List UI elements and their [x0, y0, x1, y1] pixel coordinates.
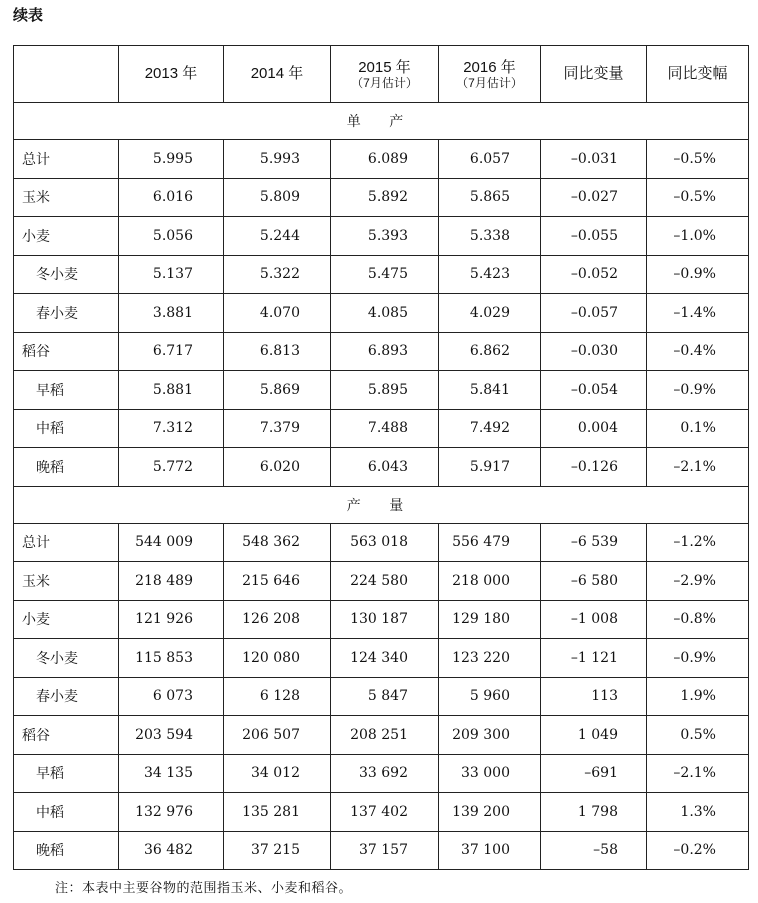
table-cell: 5.995 [119, 140, 224, 179]
table-cell: 548 362 [224, 523, 331, 562]
table-cell: 3.881 [119, 294, 224, 333]
table-row [14, 523, 749, 562]
table-cell: 5.892 [331, 178, 439, 217]
table-cell: 5.809 [224, 178, 331, 217]
table-cell: 4.085 [331, 294, 439, 333]
table-cell: 224 580 [331, 562, 439, 601]
table-cell: 544 009 [119, 523, 224, 562]
table-row [14, 639, 749, 678]
table-cell: 563 018 [331, 523, 439, 562]
header-cell-yoy-percent: 同比变幅 [647, 46, 749, 103]
row-label: 中稻 [14, 409, 119, 448]
table-cell: 6.862 [439, 332, 541, 371]
row-label: 总计 [14, 140, 119, 179]
table-cell: 5.423 [439, 255, 541, 294]
table-cell: –0.031 [541, 140, 647, 179]
row-label: 玉米 [14, 178, 119, 217]
row-label: 冬小麦 [14, 639, 119, 678]
table-cell: 37 157 [331, 831, 439, 870]
table-cell: 5 847 [331, 677, 439, 716]
section-title: 单 产 [14, 103, 749, 140]
header-row [14, 46, 749, 103]
table-row [14, 178, 749, 217]
table-cell: 215 646 [224, 562, 331, 601]
table-cell: 123 220 [439, 639, 541, 678]
table-cell: 5.865 [439, 178, 541, 217]
table-row [14, 217, 749, 256]
table-cell: 36 482 [119, 831, 224, 870]
table-cell: –0.126 [541, 448, 647, 487]
table-cell: 6.717 [119, 332, 224, 371]
table-cell: 120 080 [224, 639, 331, 678]
header-cell-2016: 2016 年 （7月估计） [439, 46, 541, 103]
table-row [14, 448, 749, 487]
table-cell: 34 135 [119, 754, 224, 793]
table-cell: –1.4% [647, 294, 749, 333]
table-row [14, 754, 749, 793]
table-cell: 7.492 [439, 409, 541, 448]
row-label: 早稻 [14, 754, 119, 793]
table-cell: 5.475 [331, 255, 439, 294]
row-label: 总计 [14, 523, 119, 562]
table-row [14, 255, 749, 294]
table-cell: 1 049 [541, 716, 647, 755]
table-row [14, 409, 749, 448]
table-cell: 132 976 [119, 793, 224, 832]
table-cell: –58 [541, 831, 647, 870]
table-cell: 218 000 [439, 562, 541, 601]
table-cell: 5.056 [119, 217, 224, 256]
row-label: 春小麦 [14, 294, 119, 333]
table-cell: –0.8% [647, 600, 749, 639]
table-cell: 5 960 [439, 677, 541, 716]
table-cell: 33 692 [331, 754, 439, 793]
header-cell-2013: 2013 年 [119, 46, 224, 103]
table-cell: 6.043 [331, 448, 439, 487]
table-cell: –0.027 [541, 178, 647, 217]
table-cell: –2.9% [647, 562, 749, 601]
section-title: 产 量 [14, 486, 749, 523]
table-cell: 5.322 [224, 255, 331, 294]
grain-data-table [13, 45, 749, 870]
table-cell: –0.055 [541, 217, 647, 256]
row-label: 小麦 [14, 217, 119, 256]
table-cell: –6 539 [541, 523, 647, 562]
table-cell: 5.393 [331, 217, 439, 256]
row-label: 晚稻 [14, 831, 119, 870]
table-cell: 139 200 [439, 793, 541, 832]
table-cell: 4.070 [224, 294, 331, 333]
table-cell: 5.772 [119, 448, 224, 487]
table-cell: 126 208 [224, 600, 331, 639]
table-cell: –691 [541, 754, 647, 793]
table-cell: –0.9% [647, 639, 749, 678]
table-cell: 121 926 [119, 600, 224, 639]
table-row [14, 562, 749, 601]
table-cell: 5.993 [224, 140, 331, 179]
table-cell: –2.1% [647, 448, 749, 487]
section-header-row [14, 103, 749, 140]
table-cell: 7.488 [331, 409, 439, 448]
table-cell: 115 853 [119, 639, 224, 678]
header-cell-2015: 2015 年 （7月估计） [331, 46, 439, 103]
table-cell: 6.089 [331, 140, 439, 179]
table-cell: 206 507 [224, 716, 331, 755]
table-cell: 5.895 [331, 371, 439, 410]
table-cell: 6.057 [439, 140, 541, 179]
table-cell: 113 [541, 677, 647, 716]
table-row [14, 793, 749, 832]
table-cell: –0.4% [647, 332, 749, 371]
table-cell: 6 128 [224, 677, 331, 716]
table-cell: 1.3% [647, 793, 749, 832]
section-header-row [14, 486, 749, 523]
table-cell: –0.052 [541, 255, 647, 294]
table-cell: –6 580 [541, 562, 647, 601]
row-label: 玉米 [14, 562, 119, 601]
table-cell: –2.1% [647, 754, 749, 793]
header-cell-blank [14, 46, 119, 103]
table-cell: 5.841 [439, 371, 541, 410]
table-cell: 6.016 [119, 178, 224, 217]
footnote: 注：本表中主要谷物的范围指玉米、小麦和稻谷。 [55, 881, 353, 896]
table-cell: –0.9% [647, 371, 749, 410]
table-cell: –0.5% [647, 178, 749, 217]
row-label: 早稻 [14, 371, 119, 410]
table-cell: 37 215 [224, 831, 331, 870]
row-label: 稻谷 [14, 716, 119, 755]
table-row [14, 371, 749, 410]
table-cell: 7.379 [224, 409, 331, 448]
table-cell: –1.2% [647, 523, 749, 562]
table-cell: 203 594 [119, 716, 224, 755]
table-cell: 0.004 [541, 409, 647, 448]
table-cell: 135 281 [224, 793, 331, 832]
table-cell: –1.0% [647, 217, 749, 256]
header-cell-2014: 2014 年 [224, 46, 331, 103]
table-cell: 130 187 [331, 600, 439, 639]
table-cell: 5.881 [119, 371, 224, 410]
table-row [14, 831, 749, 870]
table-cell: –0.2% [647, 831, 749, 870]
row-label: 晚稻 [14, 448, 119, 487]
table-cell: 6.893 [331, 332, 439, 371]
table-cell: –0.054 [541, 371, 647, 410]
table-row [14, 294, 749, 333]
table-row [14, 332, 749, 371]
table-cell: 6 073 [119, 677, 224, 716]
table-cell: 4.029 [439, 294, 541, 333]
table-cell: 5.244 [224, 217, 331, 256]
table-cell: 6.020 [224, 448, 331, 487]
table-row [14, 600, 749, 639]
table-cell: 0.1% [647, 409, 749, 448]
table-cell: 1 798 [541, 793, 647, 832]
row-label: 稻谷 [14, 332, 119, 371]
table-cell: 1.9% [647, 677, 749, 716]
table-row [14, 140, 749, 179]
table-cell: 137 402 [331, 793, 439, 832]
table-cell: 218 489 [119, 562, 224, 601]
table-row [14, 716, 749, 755]
table-cell: 6.813 [224, 332, 331, 371]
row-label: 中稻 [14, 793, 119, 832]
row-label: 小麦 [14, 600, 119, 639]
table-cell: 556 479 [439, 523, 541, 562]
table-cell: 33 000 [439, 754, 541, 793]
header-cell-yoy-change: 同比变量 [541, 46, 647, 103]
table-cell: –1 008 [541, 600, 647, 639]
table-cell: –0.057 [541, 294, 647, 333]
table-cell: –0.030 [541, 332, 647, 371]
table-cell: 5.917 [439, 448, 541, 487]
table-cell: 37 100 [439, 831, 541, 870]
table-cell: –0.5% [647, 140, 749, 179]
table-cell: –1 121 [541, 639, 647, 678]
table-cell: 129 180 [439, 600, 541, 639]
table-cell: –0.9% [647, 255, 749, 294]
table-cell: 5.338 [439, 217, 541, 256]
row-label: 冬小麦 [14, 255, 119, 294]
table-cell: 0.5% [647, 716, 749, 755]
table-cell: 124 340 [331, 639, 439, 678]
table-cell: 209 300 [439, 716, 541, 755]
row-label: 春小麦 [14, 677, 119, 716]
table-cell: 7.312 [119, 409, 224, 448]
table-row [14, 677, 749, 716]
table-caption: 续表 [13, 6, 44, 24]
table-cell: 208 251 [331, 716, 439, 755]
table-cell: 5.869 [224, 371, 331, 410]
table-cell: 5.137 [119, 255, 224, 294]
table-cell: 34 012 [224, 754, 331, 793]
